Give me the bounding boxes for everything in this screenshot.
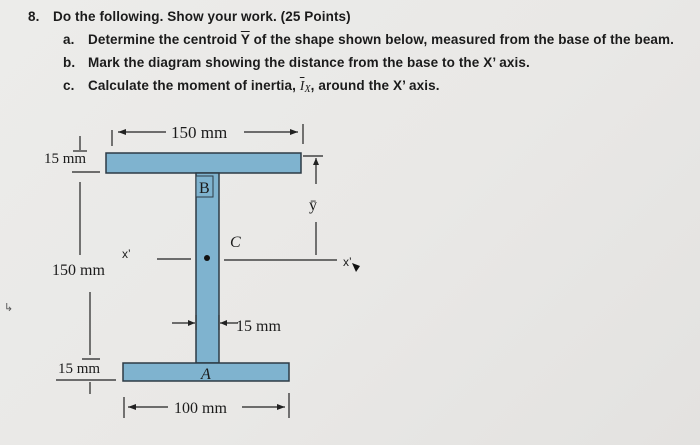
arrowhead [188,320,195,326]
item-b-text: Mark the diagram showing the distance from the base to the X’ axis. [88,55,530,70]
web-thickness-label: 15 mm [236,318,281,335]
arrowhead [313,158,319,165]
item-c-text: Calculate the moment of inertia, $\overline{I}_X$, around the X’ axis. [88,78,440,95]
ybar-symbol: $\overline{Y}$ [240,32,250,47]
bottom-width-label: 100 mm [174,400,227,417]
bottom-thickness-label: 15 mm [58,361,101,377]
web-height-label: 150 mm [52,262,105,279]
arrowhead [277,404,285,410]
top-thickness-label: 15 mm [44,151,87,167]
arrowhead [290,129,298,135]
arrowhead [220,320,227,326]
arrowhead [128,404,136,410]
x-axis-left-label: x’ [122,247,131,261]
ybar-label: ȳ [309,197,317,214]
x-axis-right-label: x’ [343,255,352,269]
margin-mark: ↳ [4,302,14,314]
label-b: B [199,180,210,197]
item-a-letter: a. [63,32,75,47]
item-a-text: Determine the centroid $\overline{Y}$ of the shape shown below, measured from the base of the beam. [88,32,674,47]
x-axis-arrow [352,263,360,272]
centroid-point [204,255,210,261]
item-b-letter: b. [63,55,76,70]
top-width-label: 150 mm [171,123,228,142]
question-number: 8. [28,9,40,24]
item-c-letter: c. [63,78,75,93]
top-flange [106,153,301,173]
ibar-symbol: $\overline{I}$ [299,78,305,93]
label-c: C [230,234,241,251]
beam-diagram [0,100,700,445]
label-a: A [201,366,211,383]
question-title: Do the following. Show your work. (25 Points) [53,9,351,24]
web [196,173,219,363]
arrowhead [118,129,126,135]
